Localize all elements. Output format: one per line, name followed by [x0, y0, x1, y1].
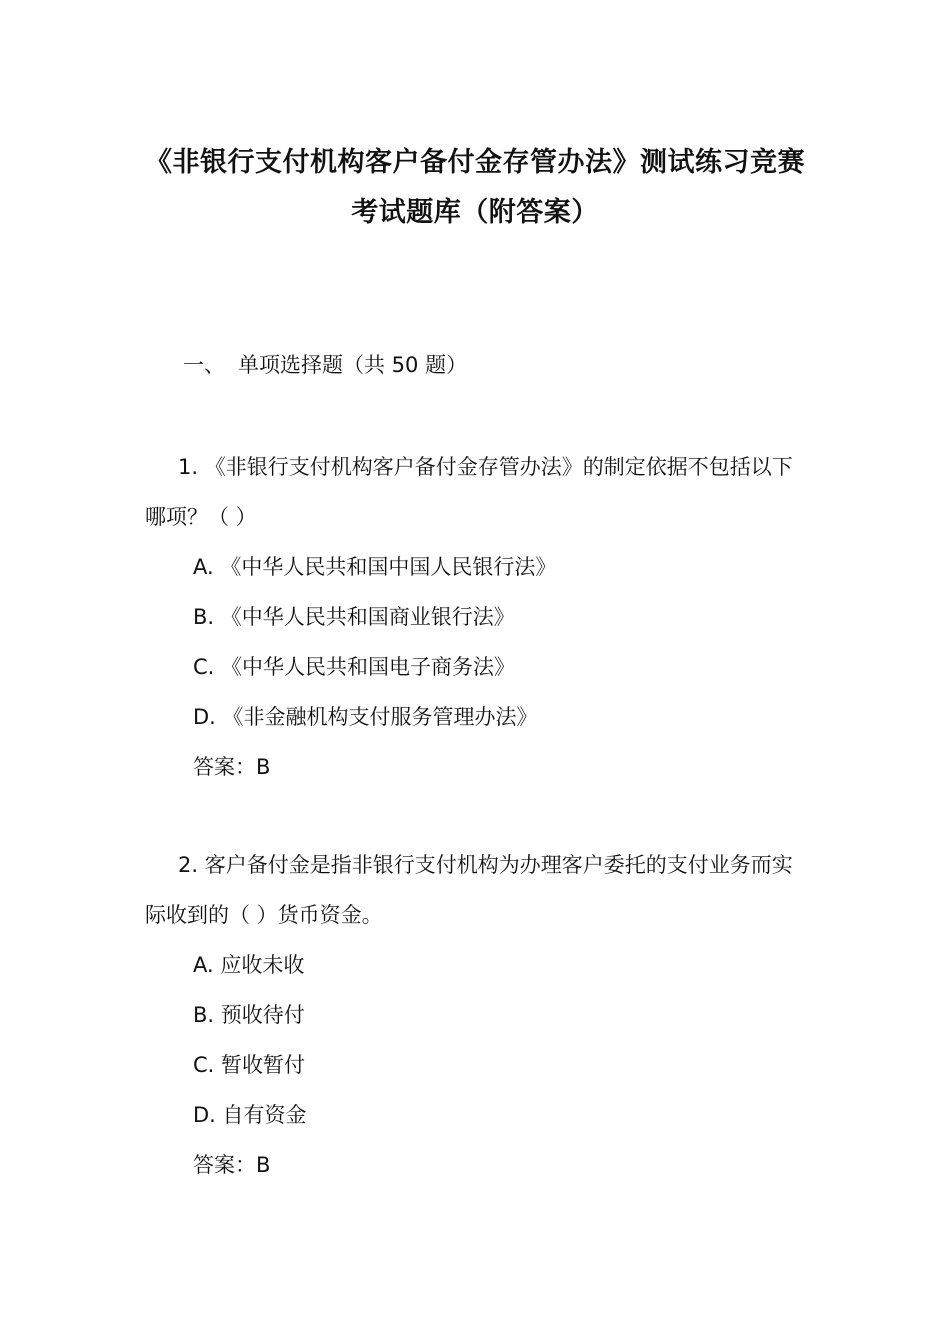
section-heading — [183, 348, 467, 382]
option-c: C. 暂收暂付 — [193, 1053, 306, 1077]
document-title: 《非银行支付机构客户备付金存管办法》测试练习竞赛考试题库（附答案） — [145, 147, 805, 228]
option-d: D. 自有资金 — [193, 1103, 307, 1127]
option-b: B. 预收待付 — [193, 1003, 305, 1027]
option-a: A. 《中华人民共和国中国人民银行法》 — [193, 555, 557, 579]
answer: 答案：B — [193, 755, 271, 779]
section-number: 一、 — [183, 353, 225, 377]
option-b: B. 《中华人民共和国商业银行法》 — [193, 605, 515, 629]
option-a: A. 应收未收 — [193, 953, 305, 977]
option-d: D. 《非金融机构支付服务管理办法》 — [193, 705, 538, 729]
option-c: C. 《中华人民共和国电子商务法》 — [193, 655, 516, 679]
question-stem: 2. 客户备付金是指非银行支付机构为办理客户委托的支付业务而实际收到的（ ）货币资金。 — [145, 853, 793, 927]
answer: 答案：B — [193, 1153, 271, 1177]
section-label: 单项选择题（共 50 题） — [238, 353, 468, 377]
question-1 — [145, 442, 810, 792]
question-stem: 1. 《非银行支付机构客户备付金存管办法》的制定依据不包括以下哪项？（ ） — [145, 455, 793, 529]
question-2 — [145, 840, 810, 1190]
